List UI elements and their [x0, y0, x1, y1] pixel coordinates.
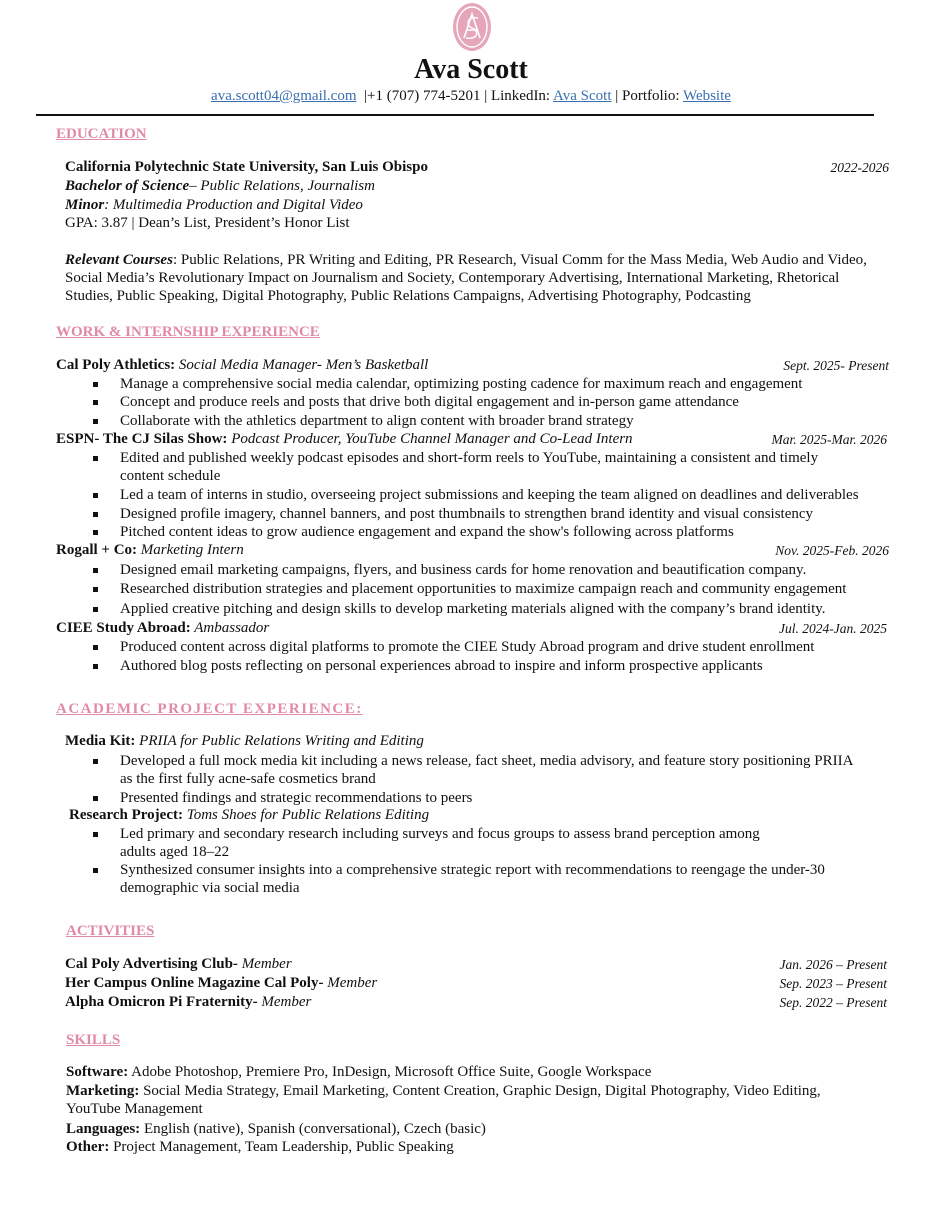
email-link[interactable]: ava.scott04@gmail.com — [211, 88, 357, 104]
job-dates: Mar. 2025-Mar. 2026 — [771, 432, 887, 447]
portfolio-label: | Portfolio: — [611, 88, 683, 104]
bullet-icon — [93, 512, 98, 517]
skills-marketing: Marketing: Social Media Strategy, Email Marketing, Content Creation, Graphic Design, Digital Photography, Video Editing, — [66, 1083, 821, 1099]
monogram-logo-icon — [452, 2, 492, 52]
job-dates: Sept. 2025- Present — [783, 358, 889, 373]
skills-heading: SKILLS — [66, 1032, 121, 1048]
job-title-line: Cal Poly Athletics: Social Media Manager- Men’s Basketball — [56, 357, 429, 373]
bullet-icon — [93, 645, 98, 650]
contact-line — [0, 86, 942, 106]
bullet-icon — [93, 493, 98, 498]
skills-software: Software: Adobe Photoshop, Premiere Pro, InDesign, Microsoft Office Suite, Google Workspace — [66, 1064, 652, 1080]
bullet-icon — [93, 400, 98, 405]
skills-languages: Languages: English (native), Spanish (conversational), Czech (basic) — [66, 1121, 486, 1137]
linkedin-link[interactable]: Ava Scott — [553, 88, 612, 104]
job-dates: Nov. 2025-Feb. 2026 — [775, 543, 889, 558]
list-item: Applied creative pitching and design skills to develop marketing materials aligned with the company’s brand identity. — [120, 600, 826, 619]
list-item: Designed profile imagery, channel banners, and post thumbnails to strengthen brand identity and visual consistency — [120, 505, 813, 524]
candidate-name: Ava Scott — [414, 54, 528, 85]
bullet-icon — [93, 868, 98, 873]
education-heading: EDUCATION — [56, 126, 147, 142]
list-item: Produced content across digital platforms to promote the CIEE Study Abroad program and drive student enrollment — [120, 638, 814, 657]
list-item: Edited and published weekly podcast episodes and short-form reels to YouTube, maintaining a consistent and timely — [120, 449, 818, 468]
work-heading: WORK & INTERNSHIP EXPERIENCE — [56, 324, 320, 340]
project-title-line: Media Kit: PRIIA for Public Relations Writing and Editing — [65, 733, 424, 749]
activities-heading: ACTIVITIES — [66, 923, 155, 939]
bullet-icon — [93, 607, 98, 612]
list-item-continuation: demographic via social media — [120, 880, 300, 896]
activity-line: Alpha Omicron Pi Fraternity- Member — [65, 994, 312, 1010]
projects-heading: ACADEMIC PROJECT EXPERIENCE: — [56, 701, 363, 717]
bullet-icon — [93, 796, 98, 801]
bullet-icon — [93, 419, 98, 424]
job-title-line: Rogall + Co: Marketing Intern — [56, 542, 244, 558]
portfolio-link[interactable]: Website — [682, 88, 731, 104]
courses-line-1: Relevant Courses: Public Relations, PR Writing and Editing, PR Research, Visual Comm for the Mass Media, Web Audio and Video, — [65, 252, 867, 268]
bullet-icon — [93, 664, 98, 669]
school-name: California Polytechnic State University, San Luis Obispo — [65, 159, 428, 175]
bullet-icon — [93, 456, 98, 461]
list-item: Led primary and secondary research including surveys and focus groups to assess brand perception among — [120, 825, 760, 844]
degree-line: Bachelor of Science– Public Relations, Journalism — [65, 178, 375, 194]
gpa-line: GPA: 3.87 | Dean’s List, President’s Honor List — [65, 215, 350, 231]
job-dates: Jul. 2024-Jan. 2025 — [779, 621, 887, 636]
bullet-icon — [93, 587, 98, 592]
list-item: Developed a full mock media kit including a news release, fact sheet, media advisory, and feature story positioning PRIIA — [120, 752, 853, 771]
activity-dates: Jan. 2026 – Present — [779, 957, 887, 972]
bullet-icon — [93, 759, 98, 764]
phone-text: |+1 (707) 774-5201 | LinkedIn: — [356, 88, 554, 104]
bullet-icon — [93, 530, 98, 535]
activity-line: Cal Poly Advertising Club- Member — [65, 956, 292, 972]
header-divider — [36, 114, 874, 116]
list-item: Designed email marketing campaigns, flyers, and business cards for home renovation and beautification company. — [120, 561, 806, 580]
list-item: Manage a comprehensive social media calendar, optimizing posting cadence for maximum reach and engagement — [120, 375, 802, 394]
job-title-line: CIEE Study Abroad: Ambassador — [56, 620, 270, 636]
list-item: Pitched content ideas to grow audience engagement and expand the show's following across platforms — [120, 523, 734, 542]
list-item-continuation: adults aged 18–22 — [120, 844, 230, 860]
courses-line-2: Social Media’s Revolutionary Impact on Journalism and Society, Contemporary Advertising, International Marketing, Rhetorical — [65, 270, 840, 286]
list-item: Concept and produce reels and posts that drive both digital engagement and in-person game attendance — [120, 393, 739, 412]
bullet-icon — [93, 382, 98, 387]
list-item: Collaborate with the athletics department to align content with broader brand strategy — [120, 412, 634, 431]
education-dates: 2022-2026 — [830, 160, 889, 175]
skills-marketing-continuation: YouTube Management — [66, 1101, 203, 1117]
list-item: Researched distribution strategies and placement opportunities to maximize campaign reach and community engagement — [120, 580, 846, 599]
minor-line: Minor: Multimedia Production and Digital Video — [65, 197, 363, 213]
list-item-continuation: as the first fully acne-safe cosmetics brand — [120, 771, 376, 787]
activity-line: Her Campus Online Magazine Cal Poly- Member — [65, 975, 378, 991]
job-title-line: ESPN- The CJ Silas Show: Podcast Producer, YouTube Channel Manager and Co-Lead Intern — [56, 431, 633, 447]
list-item: Synthesized consumer insights into a comprehensive strategic report with recommendations to reengage the under-30 — [120, 861, 825, 880]
bullet-icon — [93, 832, 98, 837]
skills-other: Other: Project Management, Team Leadership, Public Speaking — [66, 1139, 454, 1155]
list-item-continuation: content schedule — [120, 468, 221, 484]
list-item: Led a team of interns in studio, overseeing project submissions and keeping the team aligned on deadlines and deliverables — [120, 486, 859, 505]
list-item: Presented findings and strategic recommendations to peers — [120, 789, 472, 808]
courses-line-3: Studies, Public Speaking, Digital Photography, Public Relations Campaigns, Advertising Photography, Podcasting — [65, 288, 751, 304]
activity-dates: Sep. 2023 – Present — [779, 976, 887, 991]
list-item: Authored blog posts reflecting on personal experiences abroad to inspire and inform prospective applicants — [120, 657, 763, 676]
bullet-icon — [93, 568, 98, 573]
activity-dates: Sep. 2022 – Present — [779, 995, 887, 1010]
project-title-line: Research Project: Toms Shoes for Public Relations Editing — [69, 807, 430, 823]
